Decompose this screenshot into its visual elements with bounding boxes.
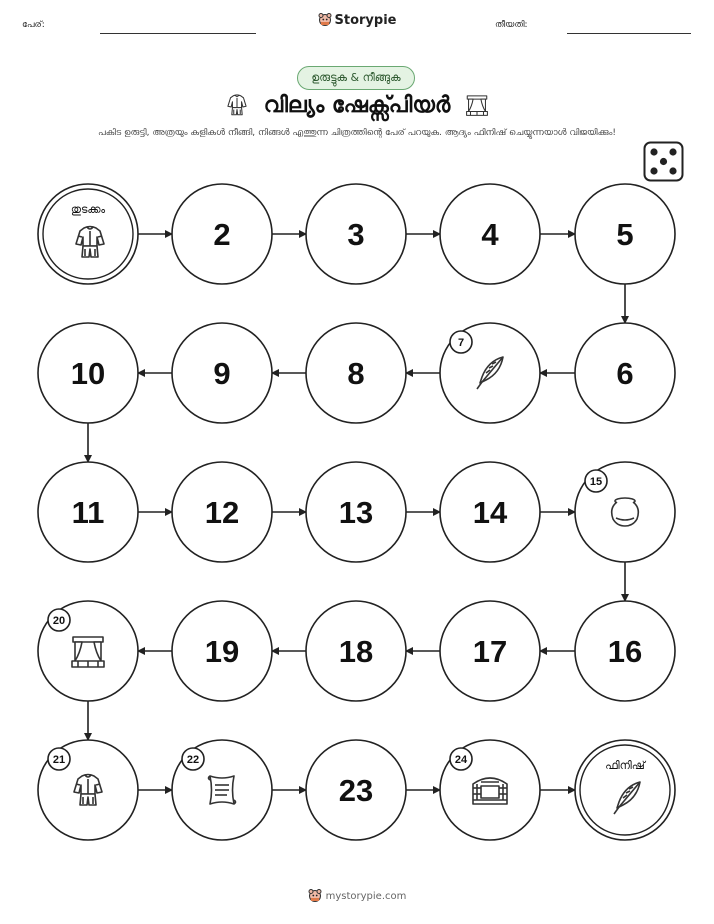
square-number: 13 [338,495,374,530]
start-label: തുടക്കം [70,204,106,216]
badge-number: 24 [454,754,468,766]
square-number: 9 [213,356,231,391]
page-title: വില്യം ഷേക്സ്പിയർ [263,93,451,118]
storypie-logo-icon [308,888,322,902]
footer-url: mystorypie.com [325,891,407,902]
square-number: 10 [70,356,106,391]
board-square-25[interactable] [575,740,675,840]
square-number: 19 [204,634,240,669]
square-number: 8 [347,356,365,391]
square-number: 12 [204,495,240,530]
board-square-19[interactable] [172,601,272,701]
badge-number: 22 [186,754,200,766]
board-squares [38,184,675,840]
board-square-1[interactable] [38,184,138,284]
board-square-9[interactable] [172,323,272,423]
board-square-17[interactable] [440,601,540,701]
badge-number: 15 [589,476,603,488]
board-square-21[interactable] [38,740,138,840]
game-tag: ഉരുട്ടുക & നീങ്ങുക [297,66,415,90]
board-square-14[interactable] [440,462,540,562]
brand-name: Storypie [334,13,397,28]
board-square-12[interactable] [172,462,272,562]
board-square-23[interactable] [306,740,406,840]
square-number: 18 [338,634,374,669]
square-number-badge [48,748,70,770]
badge-number: 20 [52,615,66,627]
badge-number: 7 [457,337,465,349]
square-number: 3 [347,217,365,252]
board-square-10[interactable] [38,323,138,423]
board-square-18[interactable] [306,601,406,701]
board-square-6[interactable] [575,323,675,423]
board-square-24[interactable] [440,740,540,840]
finish-label: ഫിനിഷ് [605,760,645,772]
square-number: 5 [616,217,634,252]
square-number: 4 [481,217,499,252]
board-square-8[interactable] [306,323,406,423]
board-square-22[interactable] [172,740,272,840]
theatre-icon [473,778,507,804]
badge-number: 21 [52,754,66,766]
board-square-11[interactable] [38,462,138,562]
board-square-4[interactable] [440,184,540,284]
board-square-20[interactable] [38,601,138,701]
square-number-badge [450,748,472,770]
square-number-badge [182,748,204,770]
board-square-15[interactable] [575,462,675,562]
square-number-badge [585,470,607,492]
square-number: 17 [472,634,508,669]
square-number-badge [48,609,70,631]
board-square-13[interactable] [306,462,406,562]
date-label: തീയതി: [495,20,528,30]
square-number: 2 [213,217,231,252]
square-number-badge [450,331,472,353]
square-number: 11 [71,495,105,530]
board-square-3[interactable] [306,184,406,284]
board-square-16[interactable] [575,601,675,701]
square-circle [575,740,675,840]
square-number: 14 [472,495,508,530]
scroll-icon [209,776,236,804]
footer [0,888,714,902]
square-number: 6 [616,356,634,391]
square-number: 16 [607,634,643,669]
name-label: പേര്: [22,20,45,30]
board-square-5[interactable] [575,184,675,284]
board-square-2[interactable] [172,184,272,284]
board-square-7[interactable] [440,323,540,423]
square-number: 23 [338,773,374,808]
pot-icon [612,498,639,526]
instructions: പകിട ഉരുട്ടി, അത്രയും കളികൾ നീങ്ങി, നിങ്ങൾ എത്തുന്ന ചിത്രത്തിന്റെ പേര് പറയുക. ആദ്യം ഫിനിഷ് ചെയ്യുന്നയാൾ വിജയിക്കും! [98,128,616,138]
